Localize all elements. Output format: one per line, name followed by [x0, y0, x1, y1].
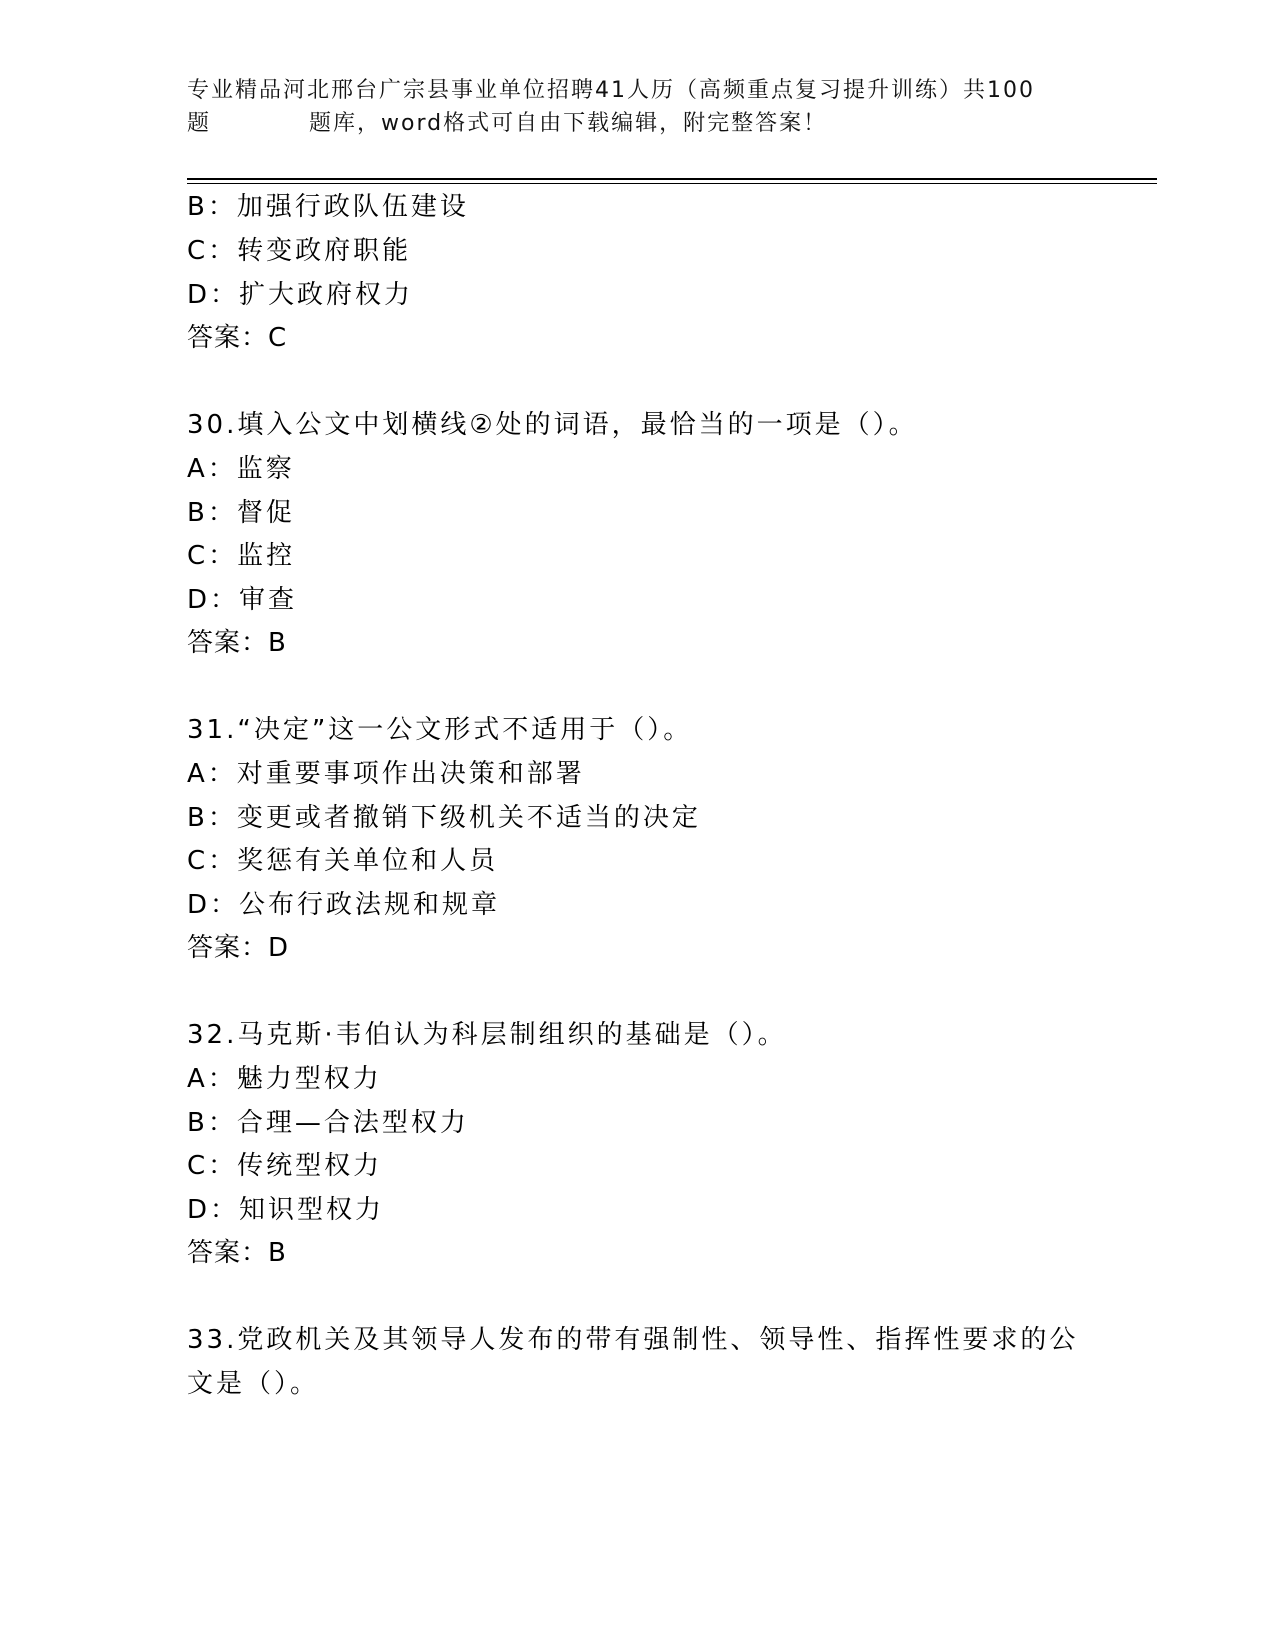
page-header — [187, 74, 1087, 140]
q30-answer: 答案：B — [187, 628, 287, 658]
q32-option-a: A：魅力型权力 — [187, 1064, 382, 1094]
q33-question-line1: 33.党政机关及其领导人发布的带有强制性、领导性、指挥性要求的公 — [187, 1325, 1079, 1355]
q30-question: 30.填入公文中划横线②处的词语，最恰当的一项是（）。 — [187, 410, 918, 440]
header-divider-thin — [187, 183, 1157, 184]
q29-option-d: D：扩大政府权力 — [187, 280, 414, 310]
q32-answer: 答案：B — [187, 1238, 287, 1268]
header-title-line2-start: 题 — [187, 111, 212, 136]
q30-option-a: A：监察 — [187, 454, 295, 484]
q31-option-b: B：变更或者撤销下级机关不适当的决定 — [187, 803, 701, 833]
header-title-line1: 专业精品河北邢台广宗县事业单位招聘41人历（高频重点复习提升训练）共100 — [187, 78, 1035, 103]
q32-option-b: B：合理—合法型权力 — [187, 1108, 469, 1138]
header-title-line2 — [187, 107, 1087, 140]
q30-option-d: D：审查 — [187, 585, 298, 615]
q32-option-d: D：知识型权力 — [187, 1195, 385, 1225]
q31-option-a: A：对重要事项作出决策和部署 — [187, 759, 585, 789]
q32-question: 32.马克斯·韦伯认为科层制组织的基础是（）。 — [187, 1020, 787, 1050]
header-indent-gap — [211, 107, 309, 140]
q32-option-c: C：传统型权力 — [187, 1151, 383, 1181]
q31-option-d: D：公布行政法规和规章 — [187, 890, 501, 920]
q29-option-b: B：加强行政队伍建设 — [187, 192, 469, 222]
q30-option-c: C：监控 — [187, 541, 296, 571]
header-divider-thick — [187, 178, 1157, 180]
q31-option-c: C：奖惩有关单位和人员 — [187, 846, 499, 876]
q31-question: 31.“决定”这一公文形式不适用于（）。 — [187, 715, 693, 745]
q30-option-b: B：督促 — [187, 498, 295, 528]
header-title-line2-rest: 题库，word格式可自由下载编辑，附完整答案！ — [309, 111, 828, 136]
q29-option-c: C：转变政府职能 — [187, 236, 412, 266]
q29-answer: 答案：C — [187, 323, 288, 353]
q33-question-line2: 文是（）。 — [187, 1369, 320, 1399]
q31-answer: 答案：D — [187, 933, 290, 963]
